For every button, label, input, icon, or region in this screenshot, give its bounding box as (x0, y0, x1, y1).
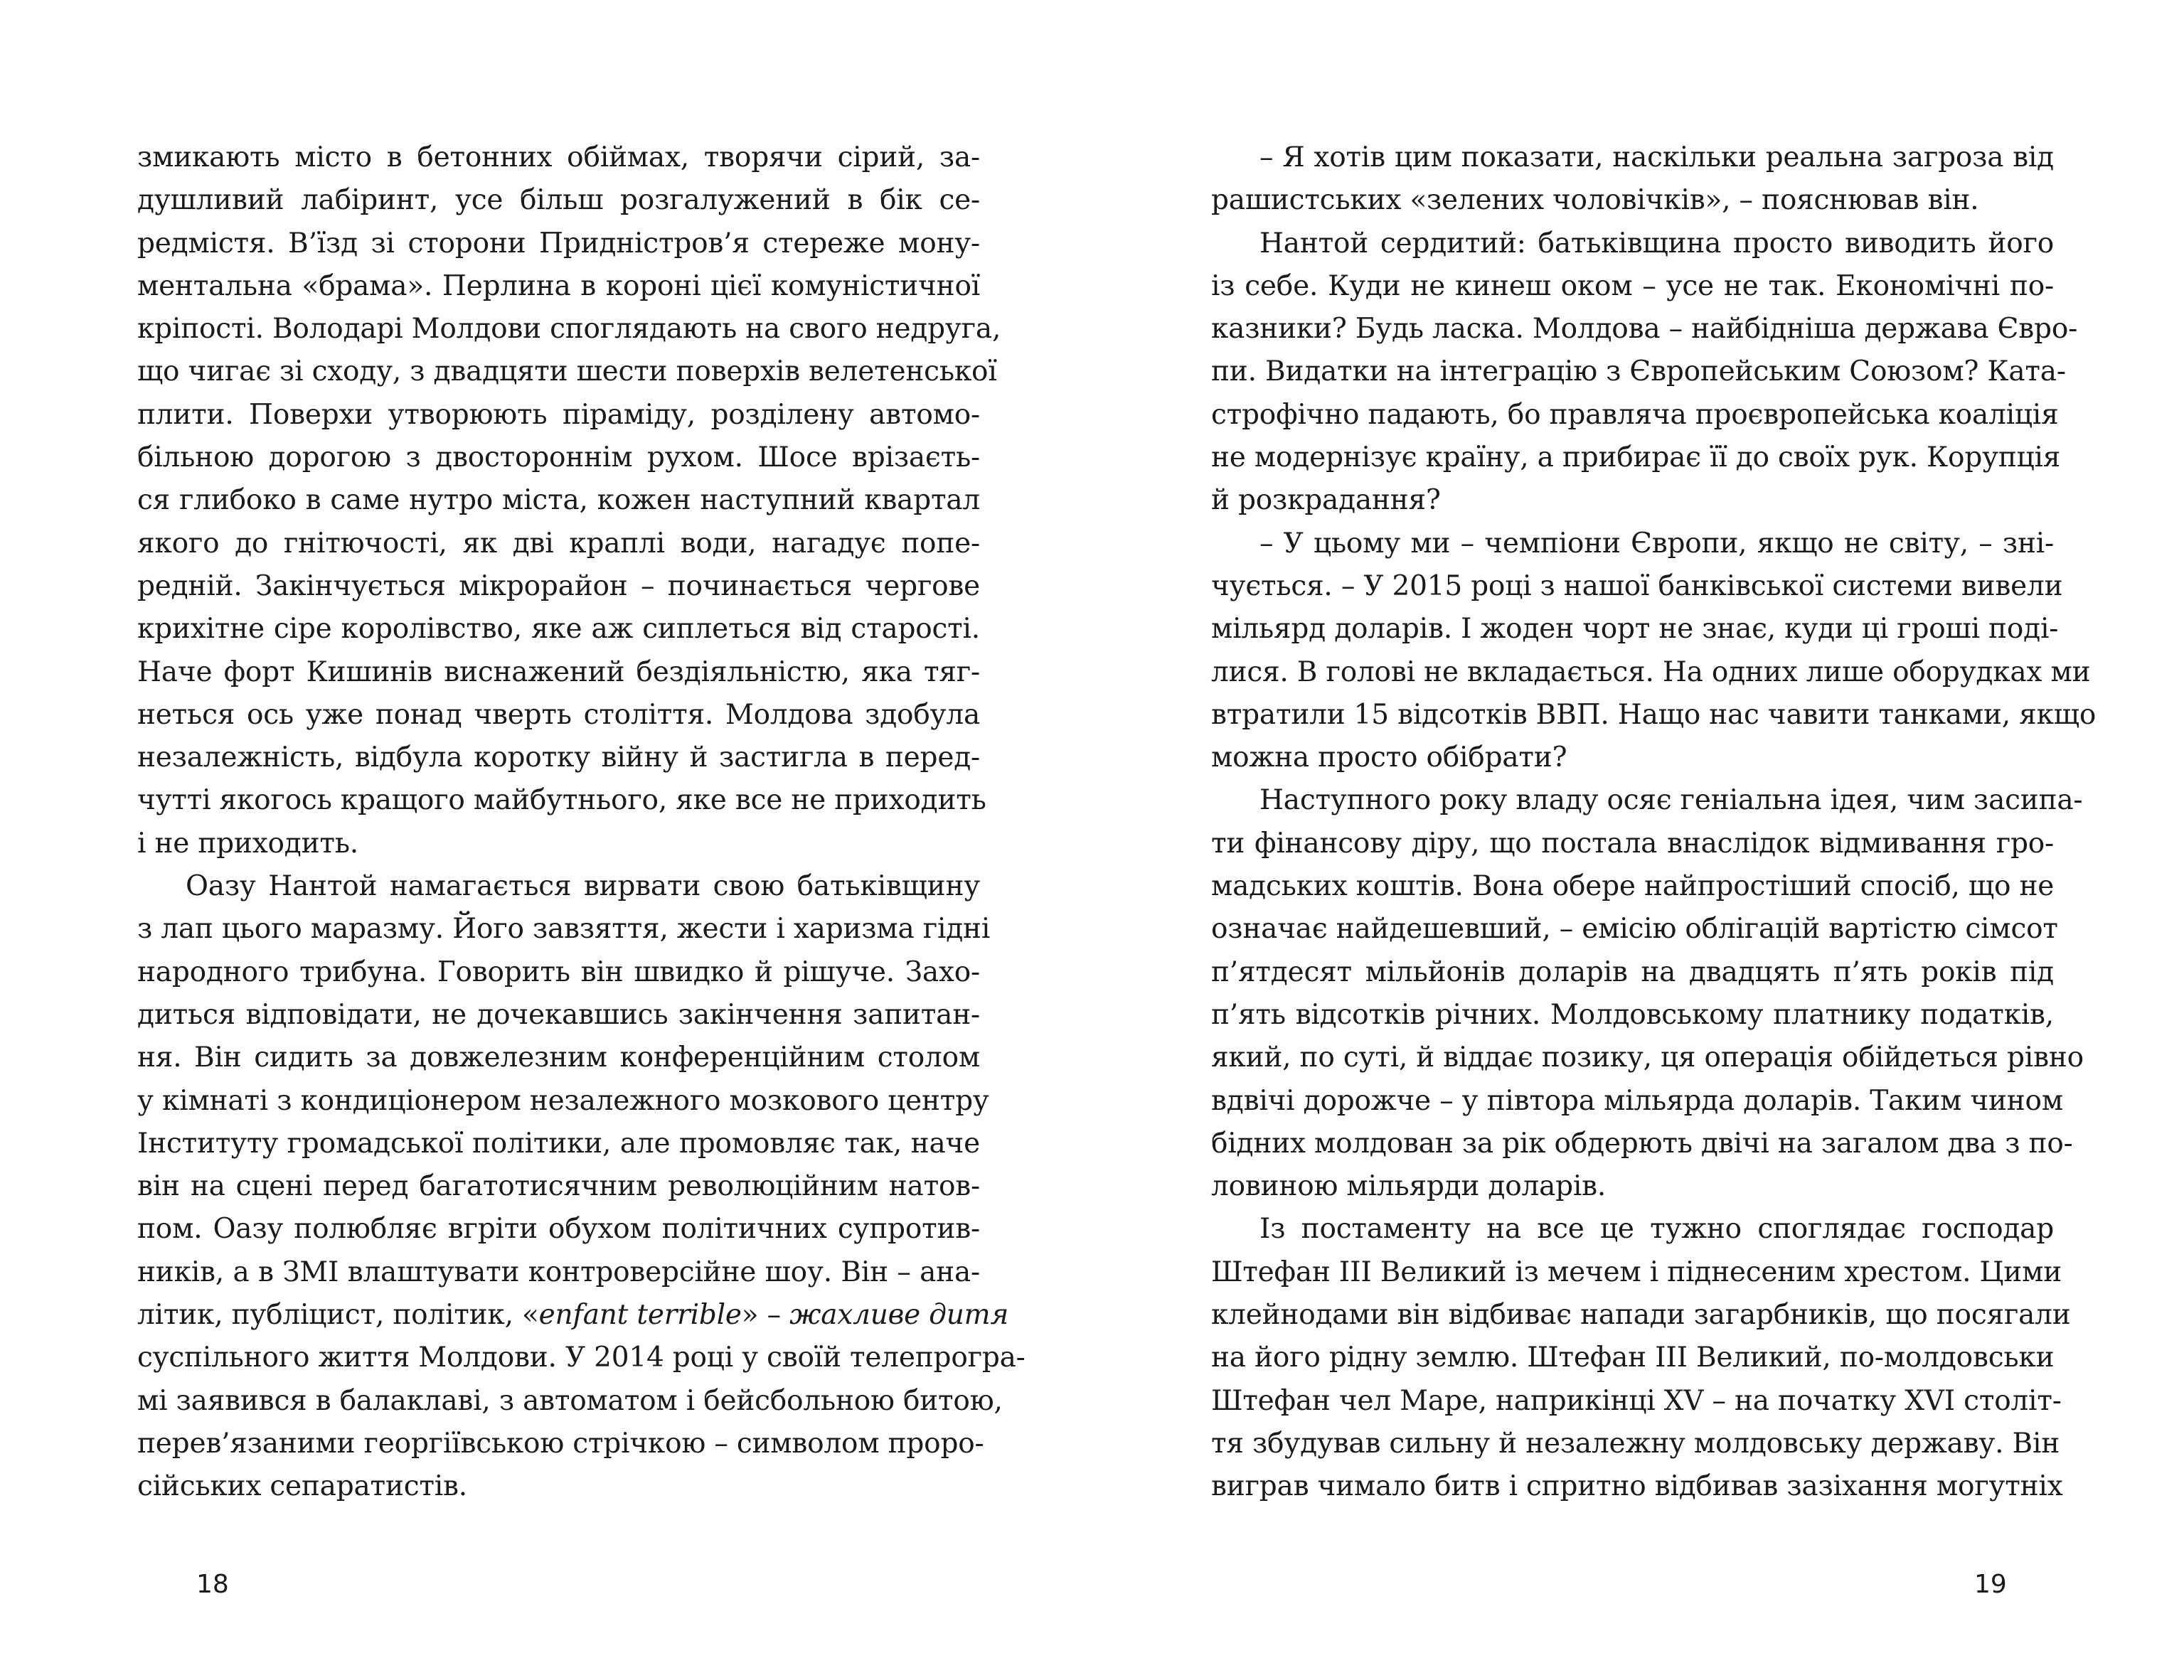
text-line-with-italic (137, 1294, 1009, 1337)
text-line: кріпості. Володарі Молдови споглядають на свого недруга, (137, 313, 1001, 346)
text-line: з лап цього маразму. Його завзяття, жести і харизма гідні (137, 913, 991, 946)
text-line: Нантой сердитий: батьківщина просто виводить його (1259, 227, 2054, 260)
text-line: ти фінансову діру, що постала внаслідок відмивання гро- (1211, 827, 2054, 860)
text-line: мадських коштів. Вона обере найпростіший спосіб, що не (1211, 870, 2055, 903)
text-line: втратили 15 відсотків ВВП. Нащо нас чавити танками, якщо (1211, 698, 2097, 731)
text-line: незалежність, відбула коротку війну й застигла в перед- (137, 742, 980, 774)
text-line: Із постаменту на все це тужно споглядає господар (1259, 1213, 2054, 1246)
italic-term: жахливе дитя (789, 1299, 1009, 1332)
text-line: Наче форт Кишинів виснажений бездіяльністю, яка тяг- (137, 656, 980, 688)
text-line: Наступного року владу осяє геніальна ідея, чим засипа- (1259, 784, 2083, 817)
text-line: виграв чимало битв і спритно відбивав зазіхання могутніх (1211, 1470, 2063, 1503)
text-line: душливий лабіринт, усе більш розгалужений в бік се- (137, 184, 980, 217)
italic-term: enfant terrible (538, 1299, 742, 1332)
text-line: якого до гнітючості, як дві краплі води, нагадує попе- (137, 527, 980, 560)
text-line: пом. Оазу полюбляє вгріти обухом політичних супротив- (137, 1213, 980, 1246)
text-line: неться ось уже понад чверть століття. Молдова здобула (137, 698, 980, 731)
text-line: п’ятдесят мільйонів доларів на двадцять п’ять років під (1211, 956, 2054, 988)
text-line: пи. Видатки на інтеграцію з Європейським Союзом? Ката- (1211, 355, 2066, 388)
text-line: чується. – У 2015 році з нашої банківської системи вивели (1211, 569, 2063, 602)
text-line: народного трибуна. Говорить він швидко й рішуче. Захо- (137, 956, 980, 988)
right-page-text (1211, 137, 2097, 1509)
text-line: і не приходить. (137, 827, 358, 860)
text-line: ня. Він сидить за довжелезним конференційним столом (137, 1042, 980, 1074)
text-line: перев’язаними георгіївською стрічкою – символом проро- (137, 1427, 984, 1460)
text-line: тя збудував сильну й незалежну молдовську державу. Він (1211, 1427, 2060, 1460)
text-line: клейнодами він відбиває напади загарбників, що посягали (1211, 1299, 2071, 1332)
text-line: крихітне сіре королівство, яке аж сиплеться від старості. (137, 613, 980, 646)
text-fragment: » – (741, 1299, 790, 1332)
text-line: із себе. Куди не кинеш оком – усе не так. Економічні по- (1211, 269, 2054, 302)
text-line: ся глибоко в саме нутро міста, кожен наступний квартал (137, 484, 980, 517)
text-line: сійських сепаратистів. (137, 1470, 467, 1503)
right-page (1092, 0, 2184, 1680)
text-line: – Я хотів цим показати, наскільки реальна загроза від (1259, 141, 2054, 173)
text-fragment: літик, публіцист, політик, « (137, 1299, 539, 1332)
text-line: що чигає зі сходу, з двадцяти шести поверхів велетенської (137, 355, 997, 388)
text-line: редній. Закінчується мікрорайон – починається чергове (137, 569, 980, 602)
text-line: лися. В голові не вкладається. На одних лише оборудках ми (1211, 656, 2091, 688)
text-line: диться відповідати, не дочекавшись закінчення запитан- (137, 998, 980, 1031)
text-line: Штефан чел Маре, наприкінці XV – на початку XVI століт- (1211, 1384, 2062, 1417)
text-line: Штефан III Великий із мечем і піднесеним хрестом. Цими (1211, 1256, 2062, 1288)
text-line: Інституту громадської політики, але промовляє так, наче (137, 1127, 980, 1160)
page-number: 19 (1974, 1570, 2007, 1599)
text-line: означає найдешевший, – емісію облігацій вартістю сімсот (1211, 913, 2058, 946)
text-line: мільярд доларів. І жоден чорт не знає, куди ці гроші поді- (1211, 613, 2059, 646)
text-line: й розкрадання? (1211, 484, 1441, 517)
text-line: не модернізує країну, а прибирає її до своїх рук. Корупція (1211, 442, 2061, 474)
text-line: який, по суті, й віддає позику, ця операція обійдеться рівно (1211, 1042, 2084, 1074)
text-line: чутті якогось кращого майбутнього, яке все не приходить (137, 784, 986, 817)
text-line: він на сцені перед багатотисячним революційним натов- (137, 1170, 980, 1203)
text-line: вдвічі дорожче – у півтора мільярда доларів. Таким чином (1211, 1084, 2063, 1117)
text-line: п’ять відсотків річних. Молдовському платнику податків, (1211, 998, 2054, 1031)
text-line: рашистських «зелених чоловічків», – пояснював він. (1211, 184, 1979, 217)
text-line: казники? Будь ласка. Молдова – найбідніша держава Євро- (1211, 313, 2078, 346)
text-line: змикають місто в бетонних обіймах, творячи сірий, за- (137, 141, 980, 173)
text-line: – У цьому ми – чемпіони Європи, якщо не світу, – зні- (1259, 527, 2054, 560)
page-number: 18 (196, 1570, 229, 1599)
text-line: Оазу Нантой намагається вирвати свою батьківщину (186, 870, 980, 903)
text-line: можна просто обібрати? (1211, 742, 1567, 774)
text-line: ментальна «брама». Перлина в короні цієї комуністичної (137, 269, 980, 302)
text-line: ловиною мільярди доларів. (1211, 1170, 1607, 1203)
text-line: ників, а в ЗМІ влаштувати контроверсійне шоу. Він – ана- (137, 1256, 980, 1288)
text-line: у кімнаті з кондиціонером незалежного мозкового центру (137, 1084, 989, 1117)
text-line: на його рідну землю. Штефан III Великий, по-молдовськи (1211, 1342, 2055, 1374)
text-line: строфічно падають, бо правляча проєвропейська коаліція (1211, 398, 2059, 431)
text-line: суспільного життя Молдови. У 2014 році у своїй телепрогра- (137, 1342, 1026, 1374)
text-line: мі заявився в балаклаві, з автоматом і бейсбольною битою, (137, 1384, 1003, 1417)
text-line: плити. Поверхи утворюють піраміду, розділену автомо- (137, 398, 980, 431)
left-page-text (137, 137, 1026, 1509)
text-line: більною дорогою з двостороннім рухом. Шосе врізаєть- (137, 442, 980, 474)
text-line: бідних молдован за рік обдерють двічі на загалом два з по- (1211, 1127, 2073, 1160)
text-line: редмістя. В’їзд зі сторони Придністров’я стереже мону- (137, 227, 980, 260)
